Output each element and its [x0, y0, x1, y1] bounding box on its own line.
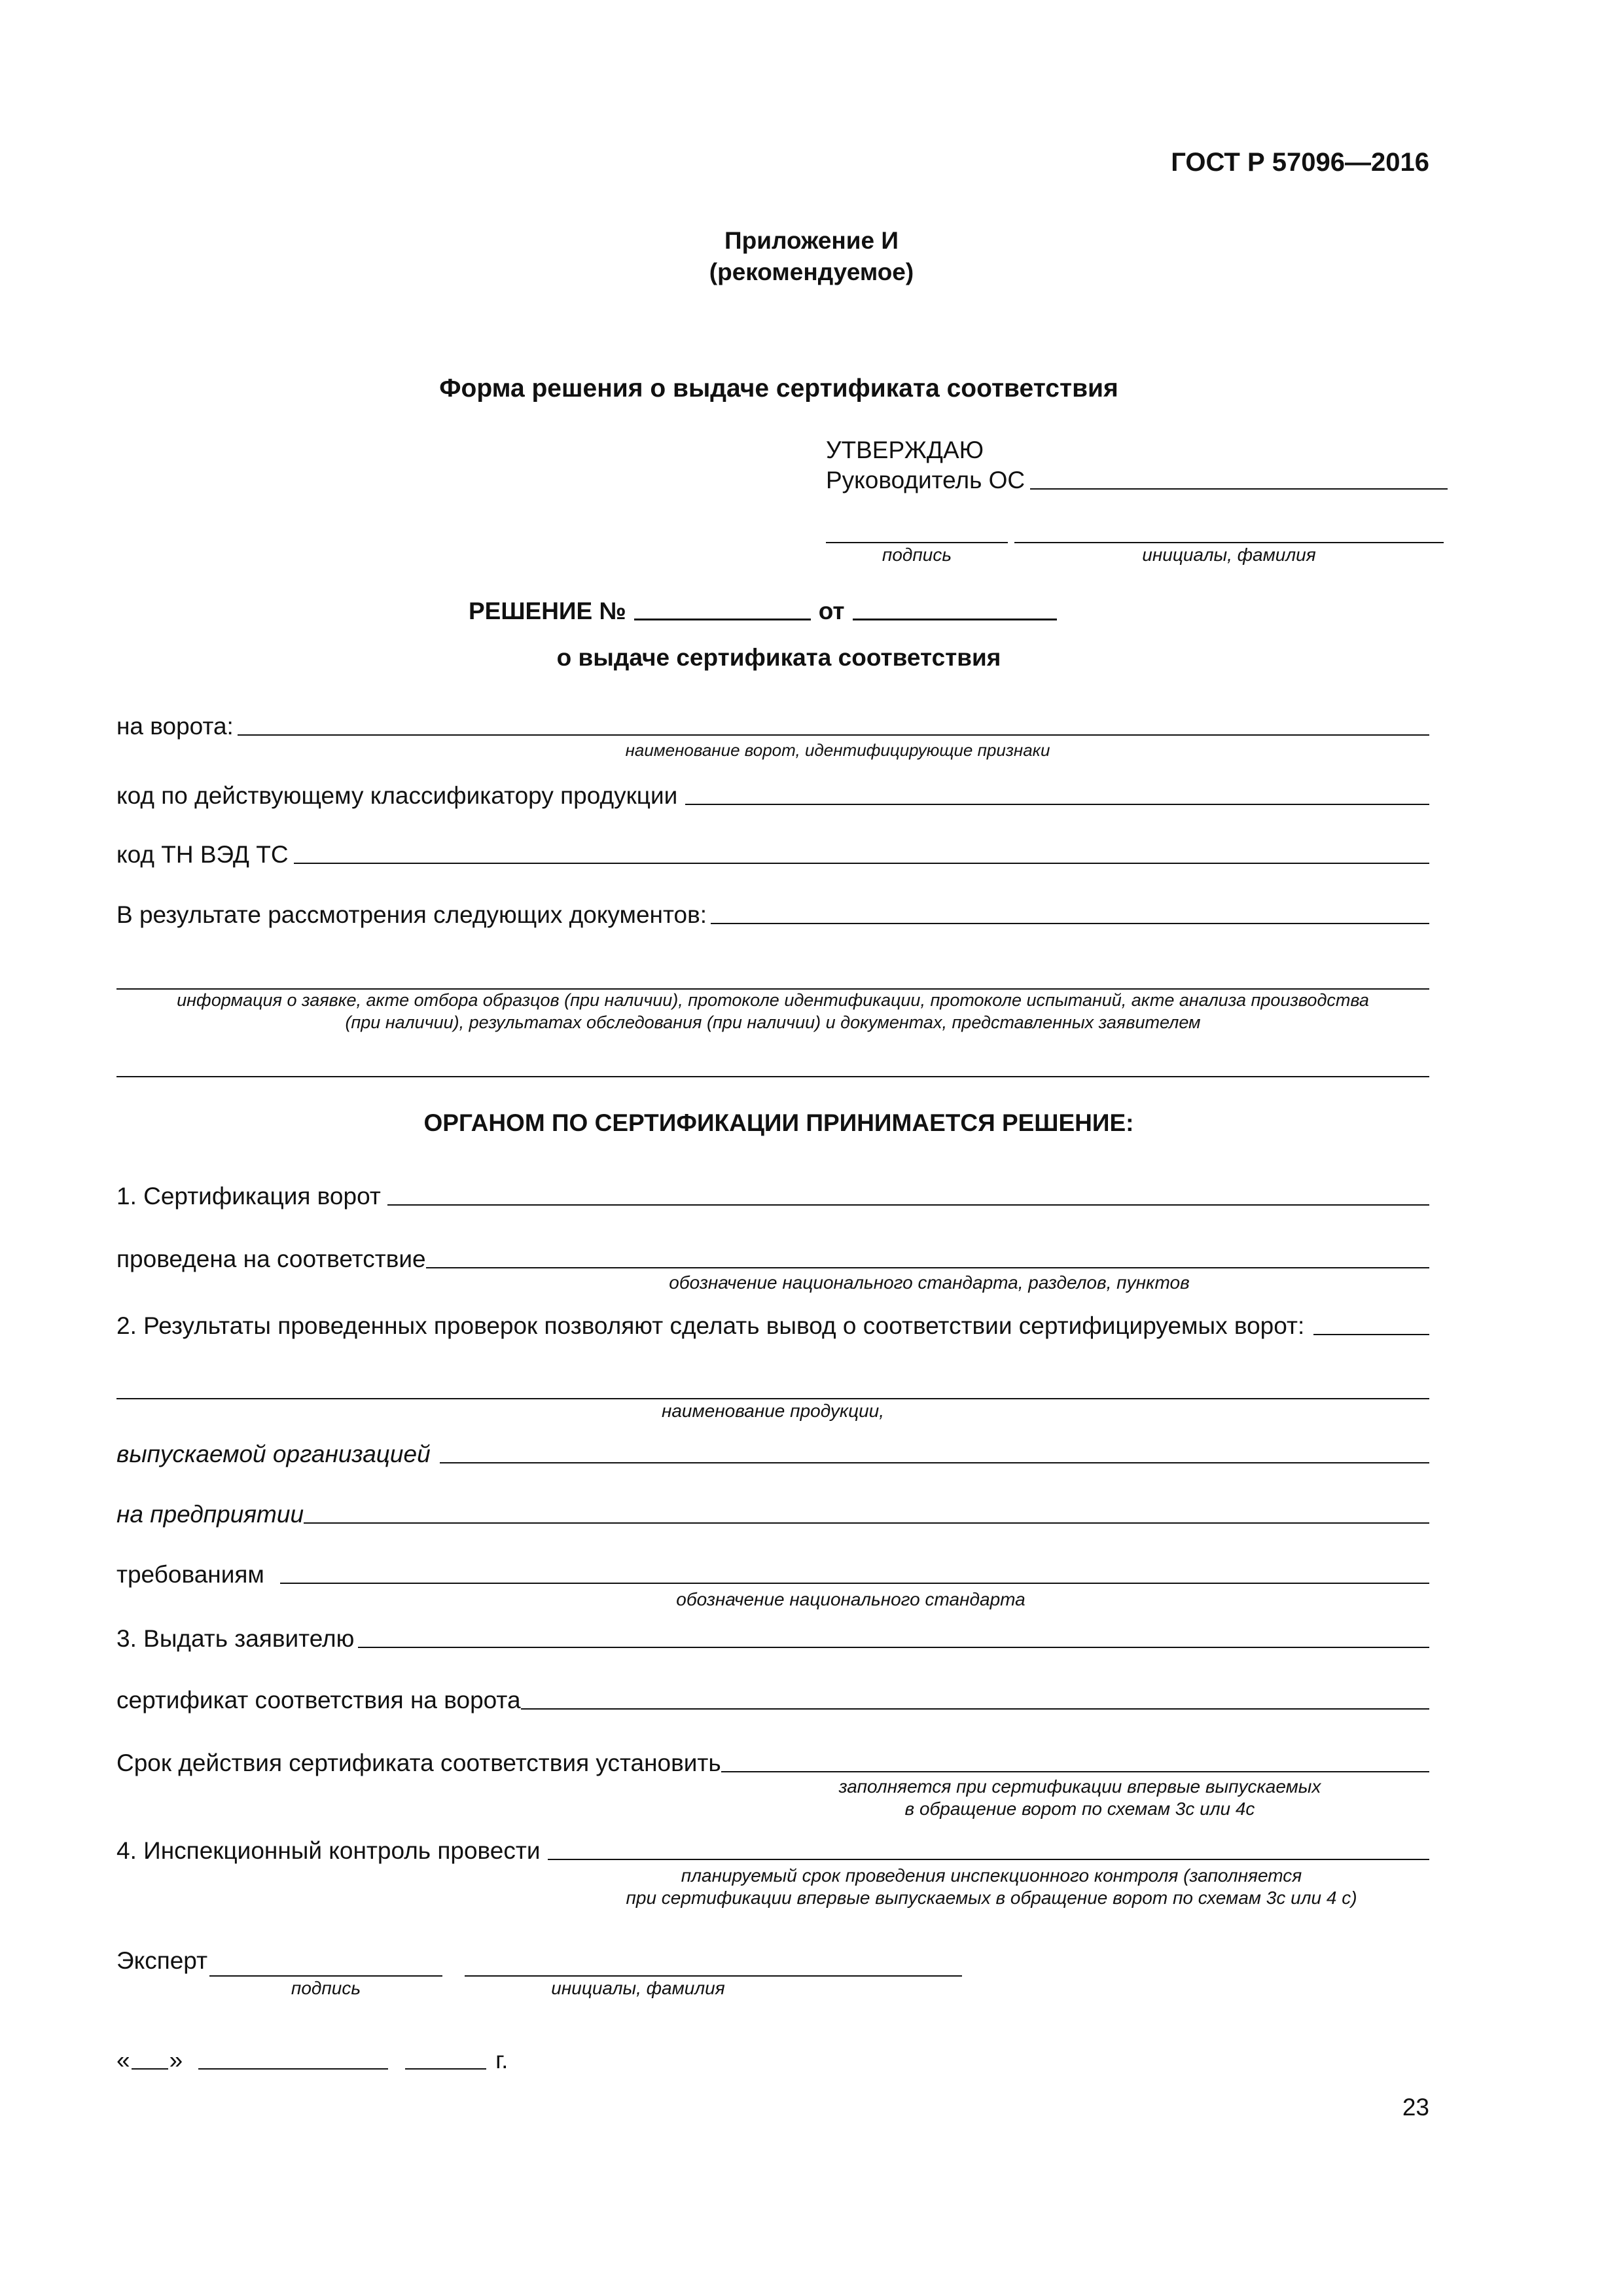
item4-row — [116, 1837, 1429, 1865]
validity-caption-line1: заполняется при сертификации впервые выпускаемых — [838, 1776, 1321, 1797]
item3-row — [116, 1624, 1429, 1653]
head-of-body-row — [826, 466, 1448, 495]
page-number: 23 — [1402, 2094, 1429, 2121]
head-of-body-field[interactable] — [1030, 488, 1448, 490]
date-close-quote: » — [169, 2047, 183, 2073]
decision-number-label: РЕШЕНИЕ № — [469, 598, 626, 624]
produced-field[interactable] — [440, 1462, 1429, 1463]
documents-field[interactable] — [711, 923, 1429, 924]
inspection-caption-line2: при сертификации впервые выпускаемых в обращение ворот по схемам 3с или 4 с) — [626, 1888, 1357, 1908]
date-year-suffix: г. — [495, 2047, 508, 2073]
requirements-label: требованиям — [116, 1561, 264, 1588]
certificate-row — [116, 1686, 1429, 1715]
documents-row — [116, 901, 1429, 929]
approve-label: УТВЕРЖДАЮ — [826, 437, 984, 463]
approval-name-field[interactable] — [1014, 542, 1444, 543]
annex-title: Приложение И — [724, 227, 899, 254]
produced-label: выпускаемой организацией — [116, 1441, 431, 1467]
classifier-label: код по действующему классификатору продукции — [116, 782, 678, 809]
item2-label: 2. Результаты проведенных проверок позволяют сделать вывод о соответствии сертифицируемых ворот: — [116, 1312, 1305, 1339]
requirements-field[interactable] — [280, 1583, 1429, 1584]
validity-row — [116, 1749, 1429, 1778]
decision-date-field[interactable] — [853, 619, 1057, 620]
documents-label: В результате рассмотрения следующих документов: — [116, 901, 707, 928]
head-of-body-label: Руководитель ОС — [826, 467, 1026, 493]
requirements-caption: обозначение национального стандарта — [676, 1589, 1026, 1609]
conducted-field[interactable] — [426, 1267, 1429, 1268]
item1-field[interactable] — [387, 1204, 1429, 1206]
conducted-caption: обозначение национального стандарта, разделов, пунктов — [669, 1272, 1190, 1293]
decision-date-label: от — [818, 598, 845, 624]
documents-caption-line1: информация о заявке, акте отбора образцов (при наличии), протоколе идентификации, протоколе испытаний, акте анализа производства — [177, 990, 1369, 1010]
requirements-row — [116, 1560, 1429, 1589]
date-row — [116, 2046, 508, 2075]
inspection-caption-line1: планируемый срок проведения инспекционного контроля (заполняется — [681, 1865, 1302, 1886]
tnved-row — [116, 840, 1429, 869]
standard-code: ГОСТ Р 57096—2016 — [1171, 148, 1429, 177]
enterprise-field[interactable] — [304, 1522, 1429, 1524]
item3-label: 3. Выдать заявителю — [116, 1625, 355, 1652]
classifier-row — [116, 781, 1429, 810]
decision-subtitle: о выдаче сертификата соответствия — [556, 644, 1001, 671]
enterprise-label: на предприятии — [116, 1501, 304, 1528]
date-day-field[interactable] — [132, 2068, 168, 2070]
inspection-field[interactable] — [548, 1859, 1429, 1860]
expert-signature-field[interactable] — [209, 1975, 442, 1977]
gates-caption: наименование ворот, идентифицирующие признаки — [625, 740, 1050, 760]
validity-field[interactable] — [721, 1771, 1429, 1772]
expert-name-field[interactable] — [465, 1975, 962, 1977]
decision-number-field[interactable] — [634, 619, 811, 620]
date-month-field[interactable] — [198, 2068, 388, 2070]
gates-row — [116, 712, 1429, 741]
conducted-label: проведена на соответствие — [116, 1246, 426, 1272]
product-field[interactable] — [116, 1398, 1429, 1399]
produced-row — [116, 1440, 1429, 1469]
expert-signature-caption: подпись — [291, 1978, 361, 1998]
validity-caption-line2: в обращение ворот по схемам 3с или 4с — [904, 1799, 1255, 1819]
documents-caption-line2: (при наличии), результатах обследования (при наличии) и документах, представленных заявителем — [345, 1013, 1201, 1032]
certificate-field[interactable] — [521, 1708, 1429, 1710]
decision-title-row — [469, 597, 1057, 626]
form-title: Форма решения о выдаче сертификата соответствия — [439, 374, 1118, 403]
annex-status: (рекомендуемое) — [709, 259, 914, 285]
approval-signature-field[interactable] — [826, 542, 1008, 543]
tnved-label: код ТН ВЭД ТС — [116, 841, 289, 868]
approval-signature-caption: подпись — [882, 545, 952, 565]
item1-row — [116, 1182, 1429, 1211]
certificate-label: сертификат соответствия на ворота — [116, 1687, 521, 1713]
item4-label: 4. Инспекционный контроль провести — [116, 1837, 541, 1864]
item1-label: 1. Сертификация ворот — [116, 1183, 381, 1210]
classifier-field[interactable] — [685, 804, 1429, 805]
date-year-field[interactable] — [405, 2068, 486, 2070]
gates-label: на ворота: — [116, 713, 234, 740]
documents-field-line3[interactable] — [116, 1076, 1429, 1077]
validity-label: Срок действия сертификата соответствия установить — [116, 1749, 721, 1776]
expert-name-caption: инициалы, фамилия — [551, 1978, 725, 1998]
item2-field[interactable] — [1313, 1334, 1429, 1335]
section-title: ОРГАНОМ ПО СЕРТИФИКАЦИИ ПРИНИМАЕТСЯ РЕШЕНИЕ: — [423, 1109, 1134, 1136]
gates-field[interactable] — [238, 734, 1429, 736]
conducted-row — [116, 1245, 1429, 1274]
enterprise-row — [116, 1500, 1429, 1529]
approval-name-caption: инициалы, фамилия — [1142, 545, 1316, 565]
item2-row — [116, 1312, 1429, 1340]
date-open-quote: « — [116, 2047, 130, 2073]
tnved-field[interactable] — [294, 863, 1429, 864]
product-caption: наименование продукции, — [661, 1401, 885, 1421]
expert-label: Эксперт — [116, 1947, 208, 1974]
item3-field[interactable] — [358, 1647, 1429, 1648]
